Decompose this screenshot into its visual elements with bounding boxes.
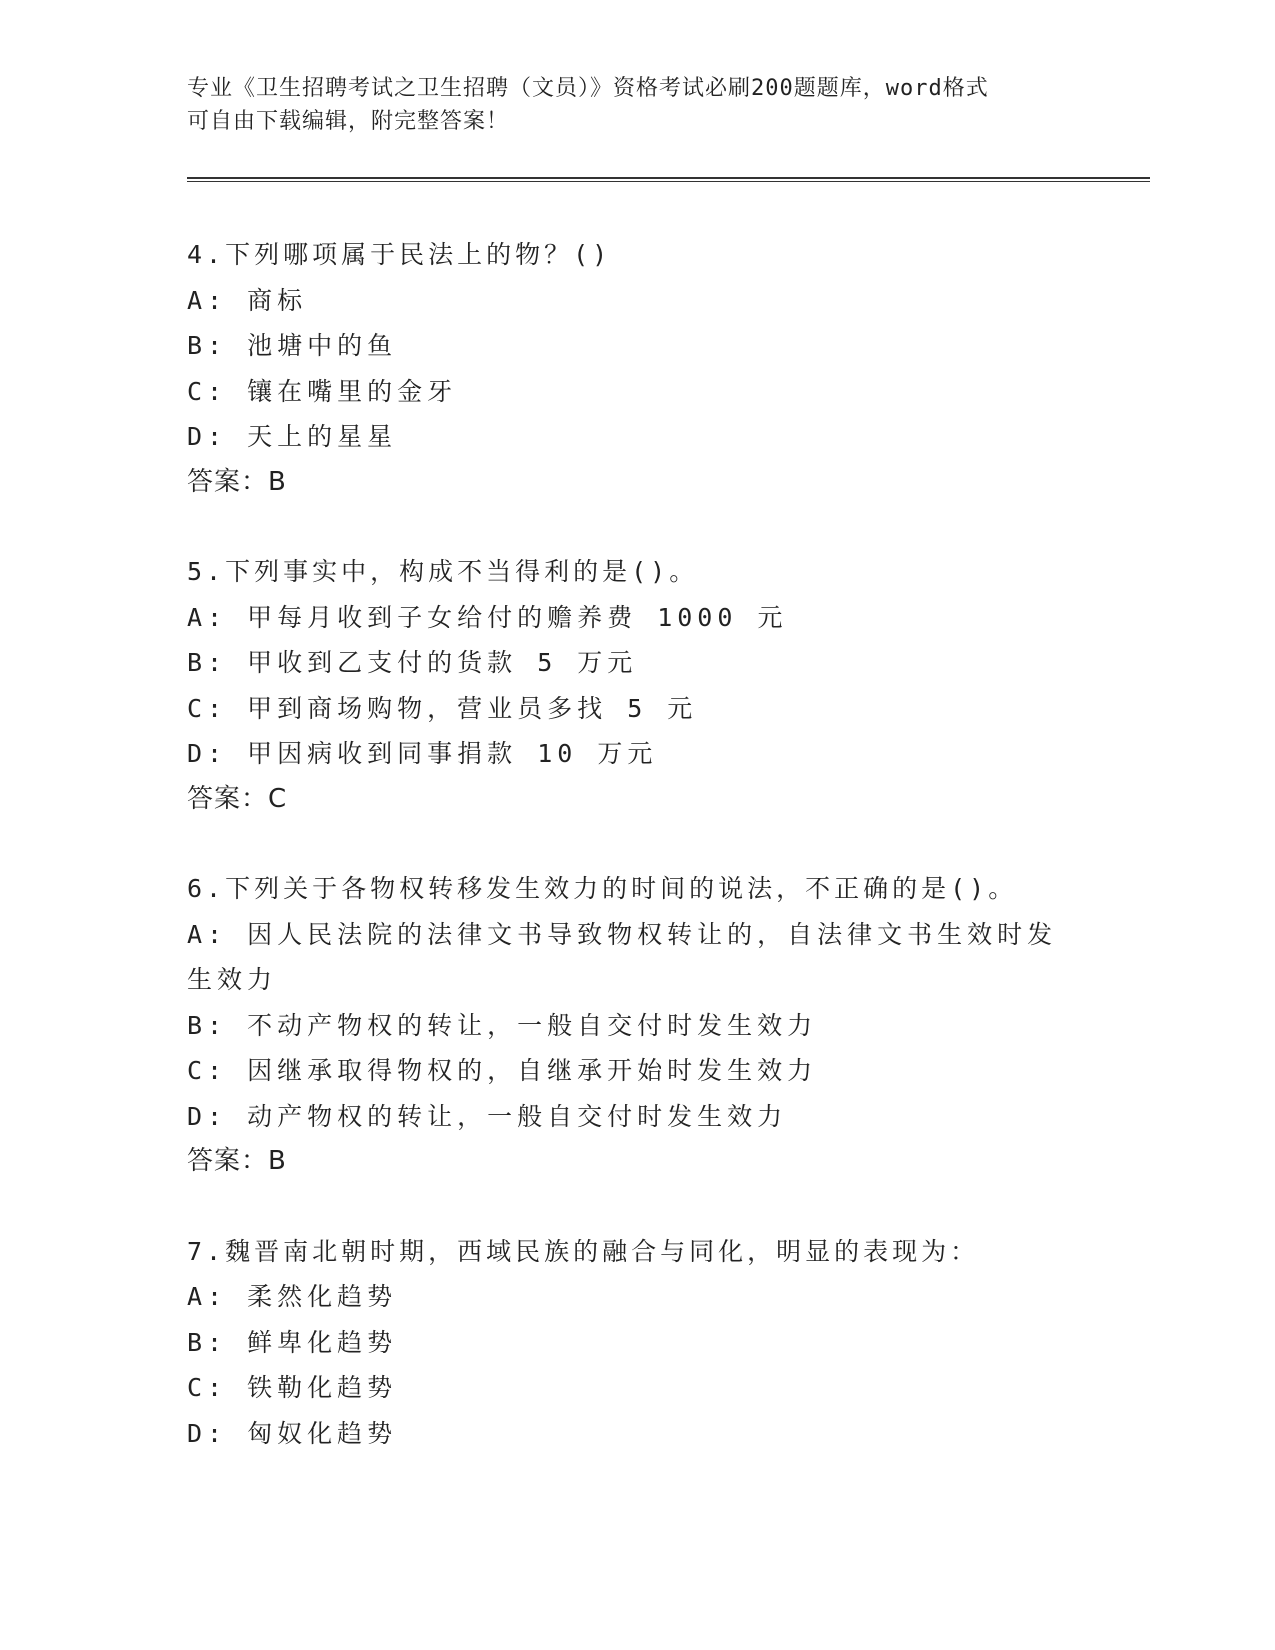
option-d: D: 匈奴化趋势	[187, 1418, 398, 1448]
option-b: B: 鲜卑化趋势	[187, 1327, 398, 1357]
option-d: D: 动产物权的转让，一般自交付时发生效力	[187, 1101, 788, 1131]
answer: 答案：B	[187, 466, 287, 497]
question-stem: 6.下列关于各物权转移发生效力的时间的说法，不正确的是()。	[187, 874, 1018, 903]
question-4	[187, 232, 1087, 505]
option-b: B: 不动产物权的转让，一般自交付时发生效力	[187, 1010, 818, 1040]
question-5	[187, 549, 1087, 822]
question-list	[187, 232, 1087, 1500]
option-a: A: 因人民法院的法律文书导致物权转让的，自法律文书生效时发生效力	[187, 919, 1058, 994]
answer: 答案：C	[187, 783, 288, 814]
option-c: C: 因继承取得物权的，自继承开始时发生效力	[187, 1056, 818, 1085]
question-6	[187, 866, 1087, 1185]
option-c: C: 铁勒化趋势	[187, 1373, 398, 1402]
question-stem: 4.下列哪项属于民法上的物？()	[187, 240, 612, 269]
option-a: A: 商标	[187, 285, 308, 315]
document-header	[187, 72, 1087, 138]
option-b: B: 池塘中的鱼	[187, 331, 398, 360]
option-a: A: 柔然化趋势	[187, 1282, 398, 1311]
option-d: D: 天上的星星	[187, 422, 398, 451]
question-stem: 7.魏晋南北朝时期，西域民族的融合与同化，明显的表现为：	[187, 1236, 980, 1266]
option-c: C: 甲到商场购物，营业员多找 5 元	[187, 693, 698, 723]
option-b: B: 甲收到乙支付的货款 5 万元	[187, 648, 638, 677]
header-title-line-1: 专业《卫生招聘考试之卫生招聘（文员）》资格考试必刷200题题库，word格式	[187, 76, 989, 101]
option-d: D: 甲因病收到同事捐款 10 万元	[187, 739, 658, 768]
answer: 答案：B	[187, 1146, 287, 1176]
header-divider	[187, 177, 1150, 182]
option-c: C: 镶在嘴里的金牙	[187, 376, 458, 406]
question-stem: 5.下列事实中，构成不当得利的是()。	[187, 557, 699, 586]
question-7	[187, 1229, 1087, 1457]
option-a: A: 甲每月收到子女给付的赡养费 1000 元	[187, 602, 788, 632]
header-title-line-2: 可自由下载编辑，附完整答案！	[187, 109, 510, 134]
